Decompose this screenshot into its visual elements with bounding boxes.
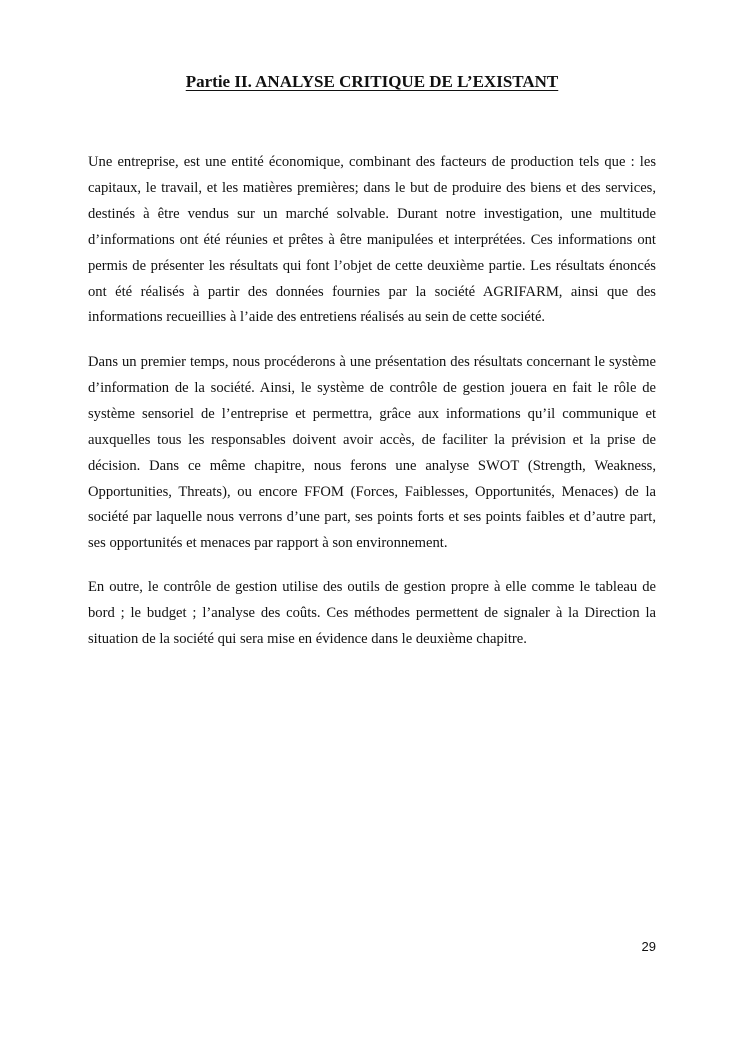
page-title: Partie II. ANALYSE CRITIQUE DE L’EXISTANT — [185, 72, 559, 91]
paragraph-intro: Une entreprise, est une entité économique, combinant des facteurs de production tels que : les capitaux, le travail, et les matières premières; dans le but de produire des biens et des services, destinés à être vendus sur un marché solvable. Durant notre investigation, une multitude d’informations ont été réunies et prêtes à être manipulées et interprétées. Ces informations ont permis de présenter les résultats qui font l’objet de cette deuxième partie. Les résultats énoncés ont été réalisés à partir des données fournies par la société AGRIFARM, ainsi que des informations recueillies à l’aide des entretiens réalisés au sein de cette société. — [88, 154, 656, 326]
page-number: 29 — [641, 939, 656, 954]
paragraph-information-system: Dans un premier temps, nous procéderons à une présentation des résultats concernant le système d’information de la société. Ainsi, le système de contrôle de gestion jouera en fait le rôle de système sensoriel de l’entreprise et permettra, grâce aux informations qu’il communique et auxquelles tous les responsables doivent avoir accès, de faciliter la prévision et la prise de décision. Dans ce même chapitre, nous ferons une analyse SWOT (Strength, Weakness, Opportunities, Threats), ou encore FFOM (Forces, Faiblesses, Opportunités, Menaces) de la société par laquelle nous verrons d’une part, ses points forts et ses points faibles et d’autre part, ses opportunités et menaces par rapport à son environnement. — [88, 354, 656, 552]
paragraph-management-tools: En outre, le contrôle de gestion utilise des outils de gestion propre à elle comme le tableau de bord ; le budget ; l’analyse des coûts. Ces méthodes permettent de signaler à la Direction la situation de la société qui sera mise en évidence dans le deuxième chapitre. — [88, 579, 656, 647]
